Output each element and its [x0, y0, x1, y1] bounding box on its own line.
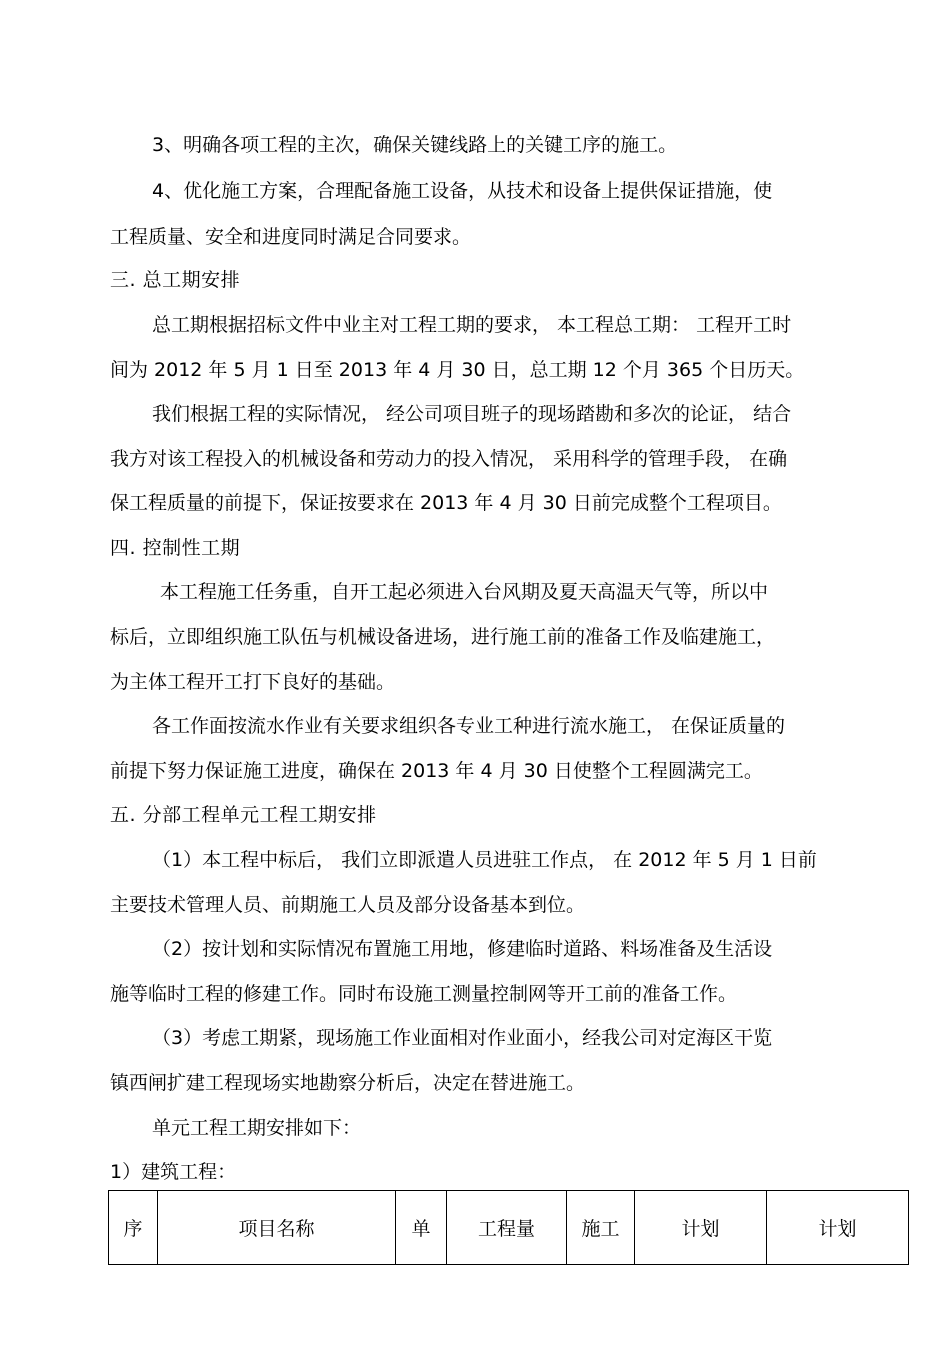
- paragraph-line: 单元工程工期安排如下：: [152, 1117, 362, 1139]
- paragraph-line: 镇西闸扩建工程现场实地勘察分析后，决定在替进施工。: [110, 1072, 586, 1094]
- section-heading: 四. 控制性工期: [110, 537, 241, 559]
- table-header-row: [109, 1191, 909, 1265]
- paragraph-line: 间为 2012 年 5 月 1 日至 2013 年 4 月 30 日，总工期 12 个月 365 个日历天。: [110, 359, 805, 381]
- construction-schedule-table: [108, 1190, 909, 1265]
- header-quantity: 工程量: [447, 1191, 567, 1265]
- paragraph-line: 各工作面按流水作业有关要求组织各专业工种进行流水施工， 在保证质量的: [152, 715, 786, 737]
- header-item-name: 项目名称: [158, 1191, 396, 1265]
- section-heading: 五. 分部工程单元工程工期安排: [110, 804, 377, 826]
- header-plan-1: 计划: [635, 1191, 767, 1265]
- paragraph-line: 3、明确各项工程的主次，确保关键线路上的关键工序的施工。: [152, 134, 678, 156]
- paragraph-line: （1）本工程中标后， 我们立即派遣人员进驻工作点， 在 2012 年 5 月 1 日前: [152, 849, 817, 871]
- paragraph-line: 总工期根据招标文件中业主对工程工期的要求， 本工程总工期： 工程开工时: [152, 314, 792, 336]
- header-unit: 单: [396, 1191, 447, 1265]
- paragraph-line: 为主体工程开工打下良好的基础。: [110, 671, 396, 693]
- paragraph-line: 工程质量、安全和进度同时满足合同要求。: [110, 226, 472, 248]
- paragraph-line: （2）按计划和实际情况布置施工用地，修建临时道路、料场准备及生活设: [152, 938, 773, 960]
- header-construction: 施工: [567, 1191, 635, 1265]
- paragraph-line: 标后，立即组织施工队伍与机械设备进场，进行施工前的准备工作及临建施工，: [110, 626, 776, 648]
- paragraph-line: 我们根据工程的实际情况， 经公司项目班子的现场踏勘和多次的论证， 结合: [152, 403, 792, 425]
- paragraph-line: 前提下努力保证施工进度，确保在 2013 年 4 月 30 日使整个工程圆满完工。: [110, 760, 763, 782]
- paragraph-line: 本工程施工任务重，自开工起必须进入台风期及夏天高温天气等，所以中: [160, 581, 769, 603]
- paragraph-line: 1）建筑工程：: [110, 1161, 237, 1183]
- header-plan-2: 计划: [767, 1191, 909, 1265]
- paragraph-line: 保工程质量的前提下，保证按要求在 2013 年 4 月 30 日前完成整个工程项目。: [110, 492, 782, 514]
- paragraph-line: 主要技术管理人员、前期施工人员及部分设备基本到位。: [110, 894, 586, 916]
- paragraph-line: 我方对该工程投入的机械设备和劳动力的投入情况， 采用科学的管理手段， 在确: [110, 448, 788, 470]
- paragraph-line: （3）考虑工期紧，现场施工作业面相对作业面小，经我公司对定海区干览: [152, 1027, 773, 1049]
- paragraph-line: 4、优化施工方案，合理配备施工设备，从技术和设备上提供保证措施，使: [152, 180, 773, 202]
- section-heading: 三. 总工期安排: [110, 269, 241, 291]
- paragraph-line: 施等临时工程的修建工作。同时布设施工测量控制网等开工前的准备工作。: [110, 983, 738, 1005]
- header-serial: 序: [109, 1191, 158, 1265]
